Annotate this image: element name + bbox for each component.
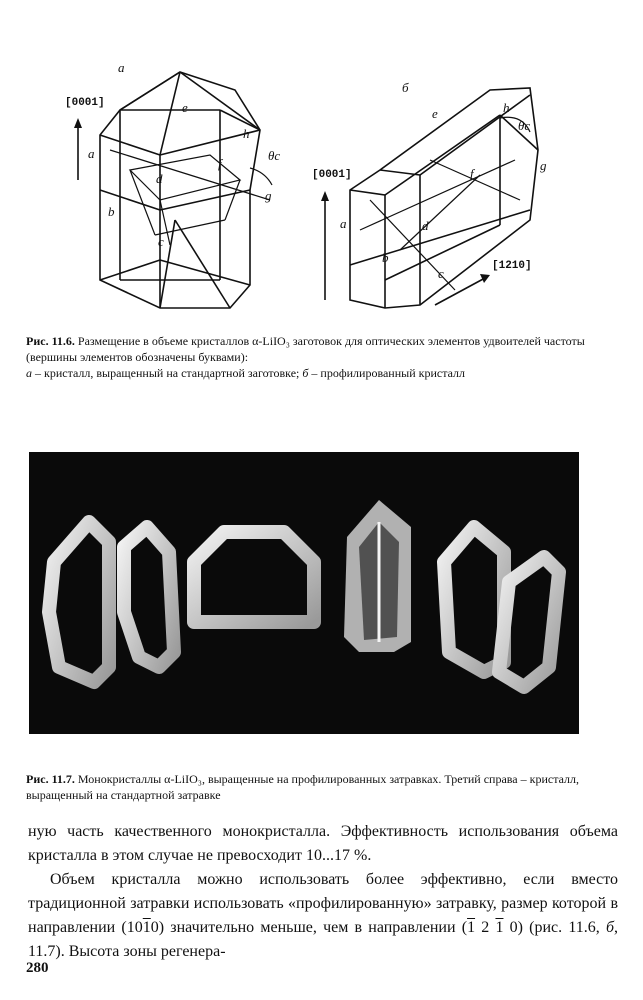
- legend-key-a: а: [26, 366, 32, 380]
- figure-11-7-caption: [26, 771, 616, 803]
- vertex-g-b: g: [540, 158, 547, 173]
- caption-text: Размещение в объеме кристаллов α-LiIO₃ заготовок для оптических элементов удвоителей частоты (вершины элементов обозначены буквами):: [26, 334, 585, 364]
- vertex-b-a: b: [108, 204, 115, 219]
- vertex-c-b: c: [438, 266, 444, 281]
- legend-text-b: – профилированный кристалл: [311, 366, 465, 380]
- vertex-e-a: e: [182, 100, 188, 115]
- legend-key-b: б: [302, 366, 309, 380]
- figure-number: Рис. 11.6.: [26, 334, 75, 348]
- panel-label-b: б: [402, 80, 409, 95]
- vertex-a-b: a: [340, 216, 347, 231]
- direction-label-a: [0001]: [65, 97, 105, 109]
- vertex-h-b: h: [503, 100, 510, 115]
- angle-label-b: θc: [518, 118, 531, 133]
- paragraph-2: Объем кристалла можно использовать более эффективно, если вместо традиционной затравки использовать «профилированную» затравку, размер которой в направлении (1010) значительно меньше, чем в направлении (1 2 1 0) (рис. 11.6, б, 11.7). Высота зоны регенера-: [28, 871, 619, 960]
- vertex-d-a: d: [156, 171, 163, 186]
- arrow-head-icon: [321, 191, 329, 201]
- figure-number: Рис. 11.7.: [26, 772, 75, 786]
- legend-text-a: – кристалл, выращенный на стандартной заготовке;: [35, 366, 300, 380]
- miller-index-bar: 1: [467, 919, 476, 936]
- crystal-b-outline: [350, 88, 538, 308]
- vertex-a-a: a: [88, 146, 95, 161]
- vertex-e-b: e: [432, 106, 438, 121]
- caption-text: Монокристаллы α-LiIO₃, выращенные на профилированных затравках. Третий справа – кристалл, выращенный на стандартной затравке: [26, 772, 580, 802]
- arrow-head-icon: [74, 118, 82, 128]
- crystal-slice-3: [194, 532, 314, 622]
- figure-11-7-photo: [29, 452, 579, 734]
- vertex-d-b: d: [422, 218, 429, 233]
- vertex-b-b: b: [382, 250, 389, 265]
- vertex-f-a: f: [218, 156, 222, 171]
- vertex-g-a: g: [265, 188, 272, 203]
- crystals-photo: [29, 452, 579, 734]
- crystal-slices: [49, 522, 559, 687]
- standard-crystal: [344, 500, 411, 652]
- angle-label-a: θc: [268, 148, 281, 163]
- figure-11-6-drawing: [60, 50, 580, 330]
- miller-index-bar: 1: [142, 919, 151, 936]
- crystal-slice-2: [124, 527, 174, 667]
- arrow-head-icon: [480, 274, 490, 283]
- direction-label-b-vertical: [0001]: [312, 169, 352, 181]
- panel-label-a: а: [118, 60, 125, 75]
- crystal-slice-1: [49, 522, 109, 682]
- vertex-f-b: f: [470, 166, 474, 181]
- figure-11-6-caption: [26, 333, 616, 381]
- vertex-c-a: c: [158, 234, 164, 249]
- body-text: [28, 820, 618, 964]
- page-number: 280: [26, 960, 49, 976]
- miller-index-bar: 1: [495, 919, 504, 936]
- direction-label-b-diagonal: [1210]: [492, 260, 532, 272]
- vertex-h-a: h: [243, 126, 250, 141]
- paragraph-1: ную часть качественного монокристалла. Эффективность использования объема кристалла в этом случае не превосходит 10...17 %.: [28, 823, 618, 864]
- direction-arrow-b-diagonal: [435, 278, 485, 305]
